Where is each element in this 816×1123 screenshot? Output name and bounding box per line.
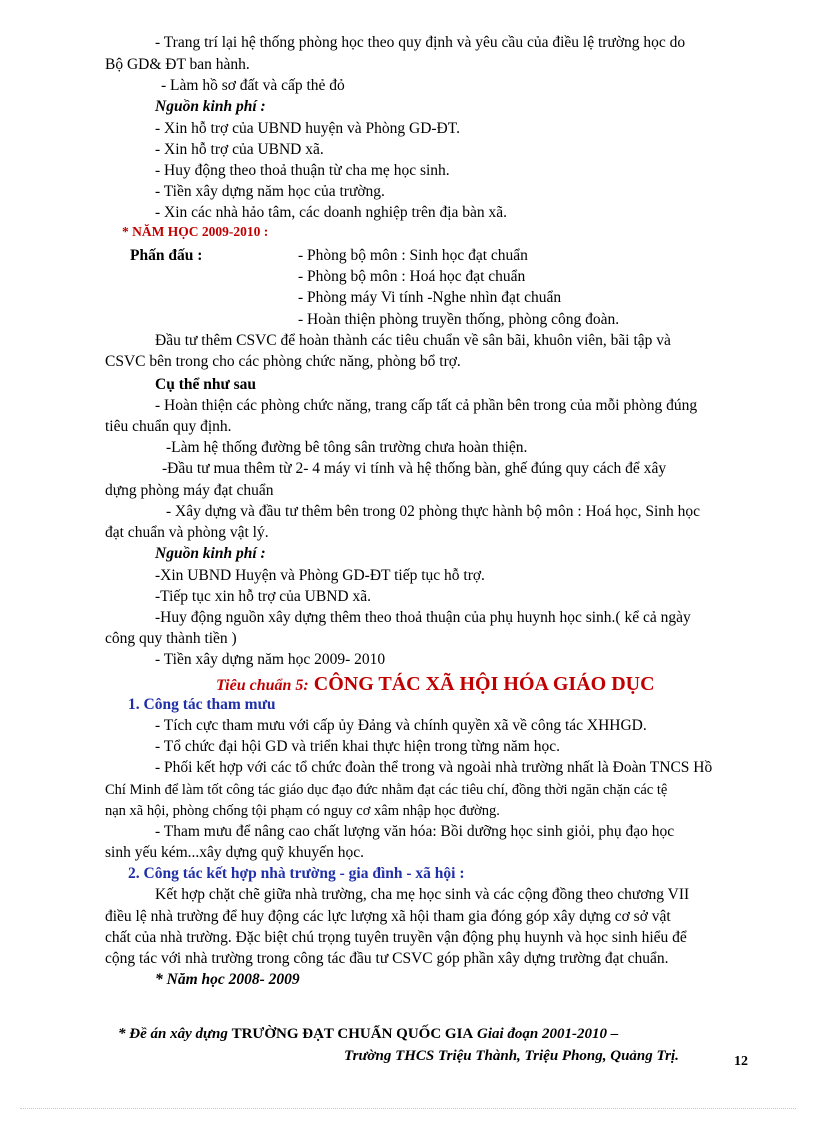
footer-school-standard: TRƯỜNG ĐẠT CHUẨN QUỐC GIA [231,1026,474,1042]
text-line: - Xin hỗ trợ của UBND huyện và Phòng GD-ĐT. [155,120,460,137]
text-line: -Xin UBND Huyện và Phòng GD-ĐT tiếp tục hỗ trợ. [155,567,485,584]
text-line: - Tiền xây dựng năm học 2009- 2010 [155,651,386,668]
text-line: điều lệ nhà trường để huy động các lực lượng xã hội tham gia đóng góp xây dựng cơ sở vật [105,908,671,925]
footer-project-label: Đề án xây dựng [129,1026,228,1042]
page-number: 12 [734,1054,748,1069]
subsection-title: Cụ thể như sau [155,376,257,393]
label-phan-dau: Phấn đấu : [130,247,203,264]
text-line: Kết hợp chặt chẽ giữa nhà trường, cha mẹ học sinh và các cộng đồng theo chương VII [155,886,690,903]
text-line: - Trang trí lại hệ thống phòng học theo quy định và yêu cầu của điều lệ trường học do [155,34,686,51]
text-line: - Làm hồ sơ đất và cấp thẻ đỏ [161,77,345,94]
text-line: công quy thành tiền ) [105,630,237,647]
text-line: - Phòng bộ môn : Sinh học đạt chuẩn [298,247,528,264]
text-line: Bộ GD& ĐT ban hành. [105,56,250,73]
text-line: CSVC bên trong cho các phòng chức năng, phòng bổ trợ. [105,353,461,370]
footer-period: Giai đoạn 2001-2010 – [477,1026,619,1042]
year-heading: * NĂM HỌC 2009-2010 : [122,224,269,239]
footer-line-2: Trường THCS Triệu Thành, Triệu Phong, Quảng Trị. [344,1048,679,1064]
text-line: - Phối kết hợp với các tổ chức đoàn thể trong và ngoài nhà trường nhất là Đoàn TNCS Hồ [155,759,713,776]
numbered-section-title: 1. Công tác tham mưu [128,696,276,713]
text-line: - Hoàn thiện các phòng chức năng, trang cấp tất cả phần bên trong của mỗi phòng đúng [155,397,698,414]
subsection-title: Nguồn kinh phí : [155,545,266,562]
text-line: dựng phòng máy đạt chuẩn [105,482,274,499]
text-line: - Phòng máy Vi tính -Nghe nhìn đạt chuẩn [298,289,562,306]
text-line: nạn xã hội, phòng chống tội phạm có nguy cơ xâm nhập học đường. [105,803,500,819]
text-line: đạt chuẩn và phòng vật lý. [105,524,269,541]
text-line: - Xin hỗ trợ của UBND xã. [155,141,324,158]
text-line: - Phòng bộ môn : Hoá học đạt chuẩn [298,268,526,285]
footer-line-1: * Đề án xây dựng TRƯỜNG ĐẠT CHUẨN QUỐC GIA Giai đoạn 2001-2010 – [118,1026,619,1042]
text-line: - Huy động theo thoả thuận từ cha mẹ học sinh. [155,162,450,179]
year-subheading: * Năm học 2008- 2009 [155,971,300,988]
heading-title: CÔNG TÁC XÃ HỘI HÓA GIÁO DỤC [313,673,655,695]
text-line: - Tiền xây dựng năm học của trường. [155,183,385,200]
text-line: cộng tác với nhà trường trong công tác đầu tư CSVC góp phần xây dựng trường đạt chuẩn. [105,950,669,967]
text-line: - Hoàn thiện phòng truyền thống, phòng công đoàn. [298,311,620,328]
text-line: -Tiếp tục xin hỗ trợ của UBND xã. [155,588,371,605]
text-line: - Xin các nhà hảo tâm, các doanh nghiệp trên địa bàn xã. [155,204,508,221]
text-line: - Tham mưu để nâng cao chất lượng văn hóa: Bồi dưỡng học sinh giỏi, phụ đạo học [155,823,675,840]
heading-prefix: Tiêu chuẩn 5: [216,677,309,694]
text-line: sinh yếu kém...xây dựng quỹ khuyến học. [105,844,364,861]
text-line: -Làm hệ thống đường bê tông sân trường chưa hoàn thiện. [166,439,528,456]
text-line: chất của nhà trường. Đặc biệt chú trọng tuyên truyền vận động phụ huynh và học sinh hiểu để [105,929,687,946]
text-line: - Tích cực tham mưu với cấp ủy Đảng và chính quyền xã về công tác XHHGD. [155,717,647,734]
text-line: tiêu chuẩn quy định. [105,418,232,435]
numbered-section-title: 2. Công tác kết hợp nhà trường - gia đình - xã hội : [128,865,465,882]
subsection-title: Nguồn kinh phí : [155,98,266,115]
text-line: -Huy động nguồn xây dựng thêm theo thoả thuận của phụ huynh học sinh.( kể cả ngày [155,609,691,626]
page-bottom-divider [20,1108,796,1109]
text-line: - Xây dựng và đầu tư thêm bên trong 02 phòng thực hành bộ môn : Hoá học, Sinh học [166,503,701,520]
text-line: Chí Minh để làm tốt công tác giáo dục đạo đức nhằm đạt các tiêu chí, đồng thời ngăn chặn các tệ [105,782,668,798]
text-line: Đầu tư thêm CSVC để hoàn thành các tiêu chuẩn về sân bãi, khuôn viên, bãi tập và [155,332,671,349]
text-line: - Tổ chức đại hội GD và triển khai thực hiện trong từng năm học. [155,738,560,755]
section-heading [216,672,655,698]
text-line: -Đầu tư mua thêm từ 2- 4 máy vi tính và hệ thống bàn, ghế đúng quy cách để xây [162,460,667,477]
